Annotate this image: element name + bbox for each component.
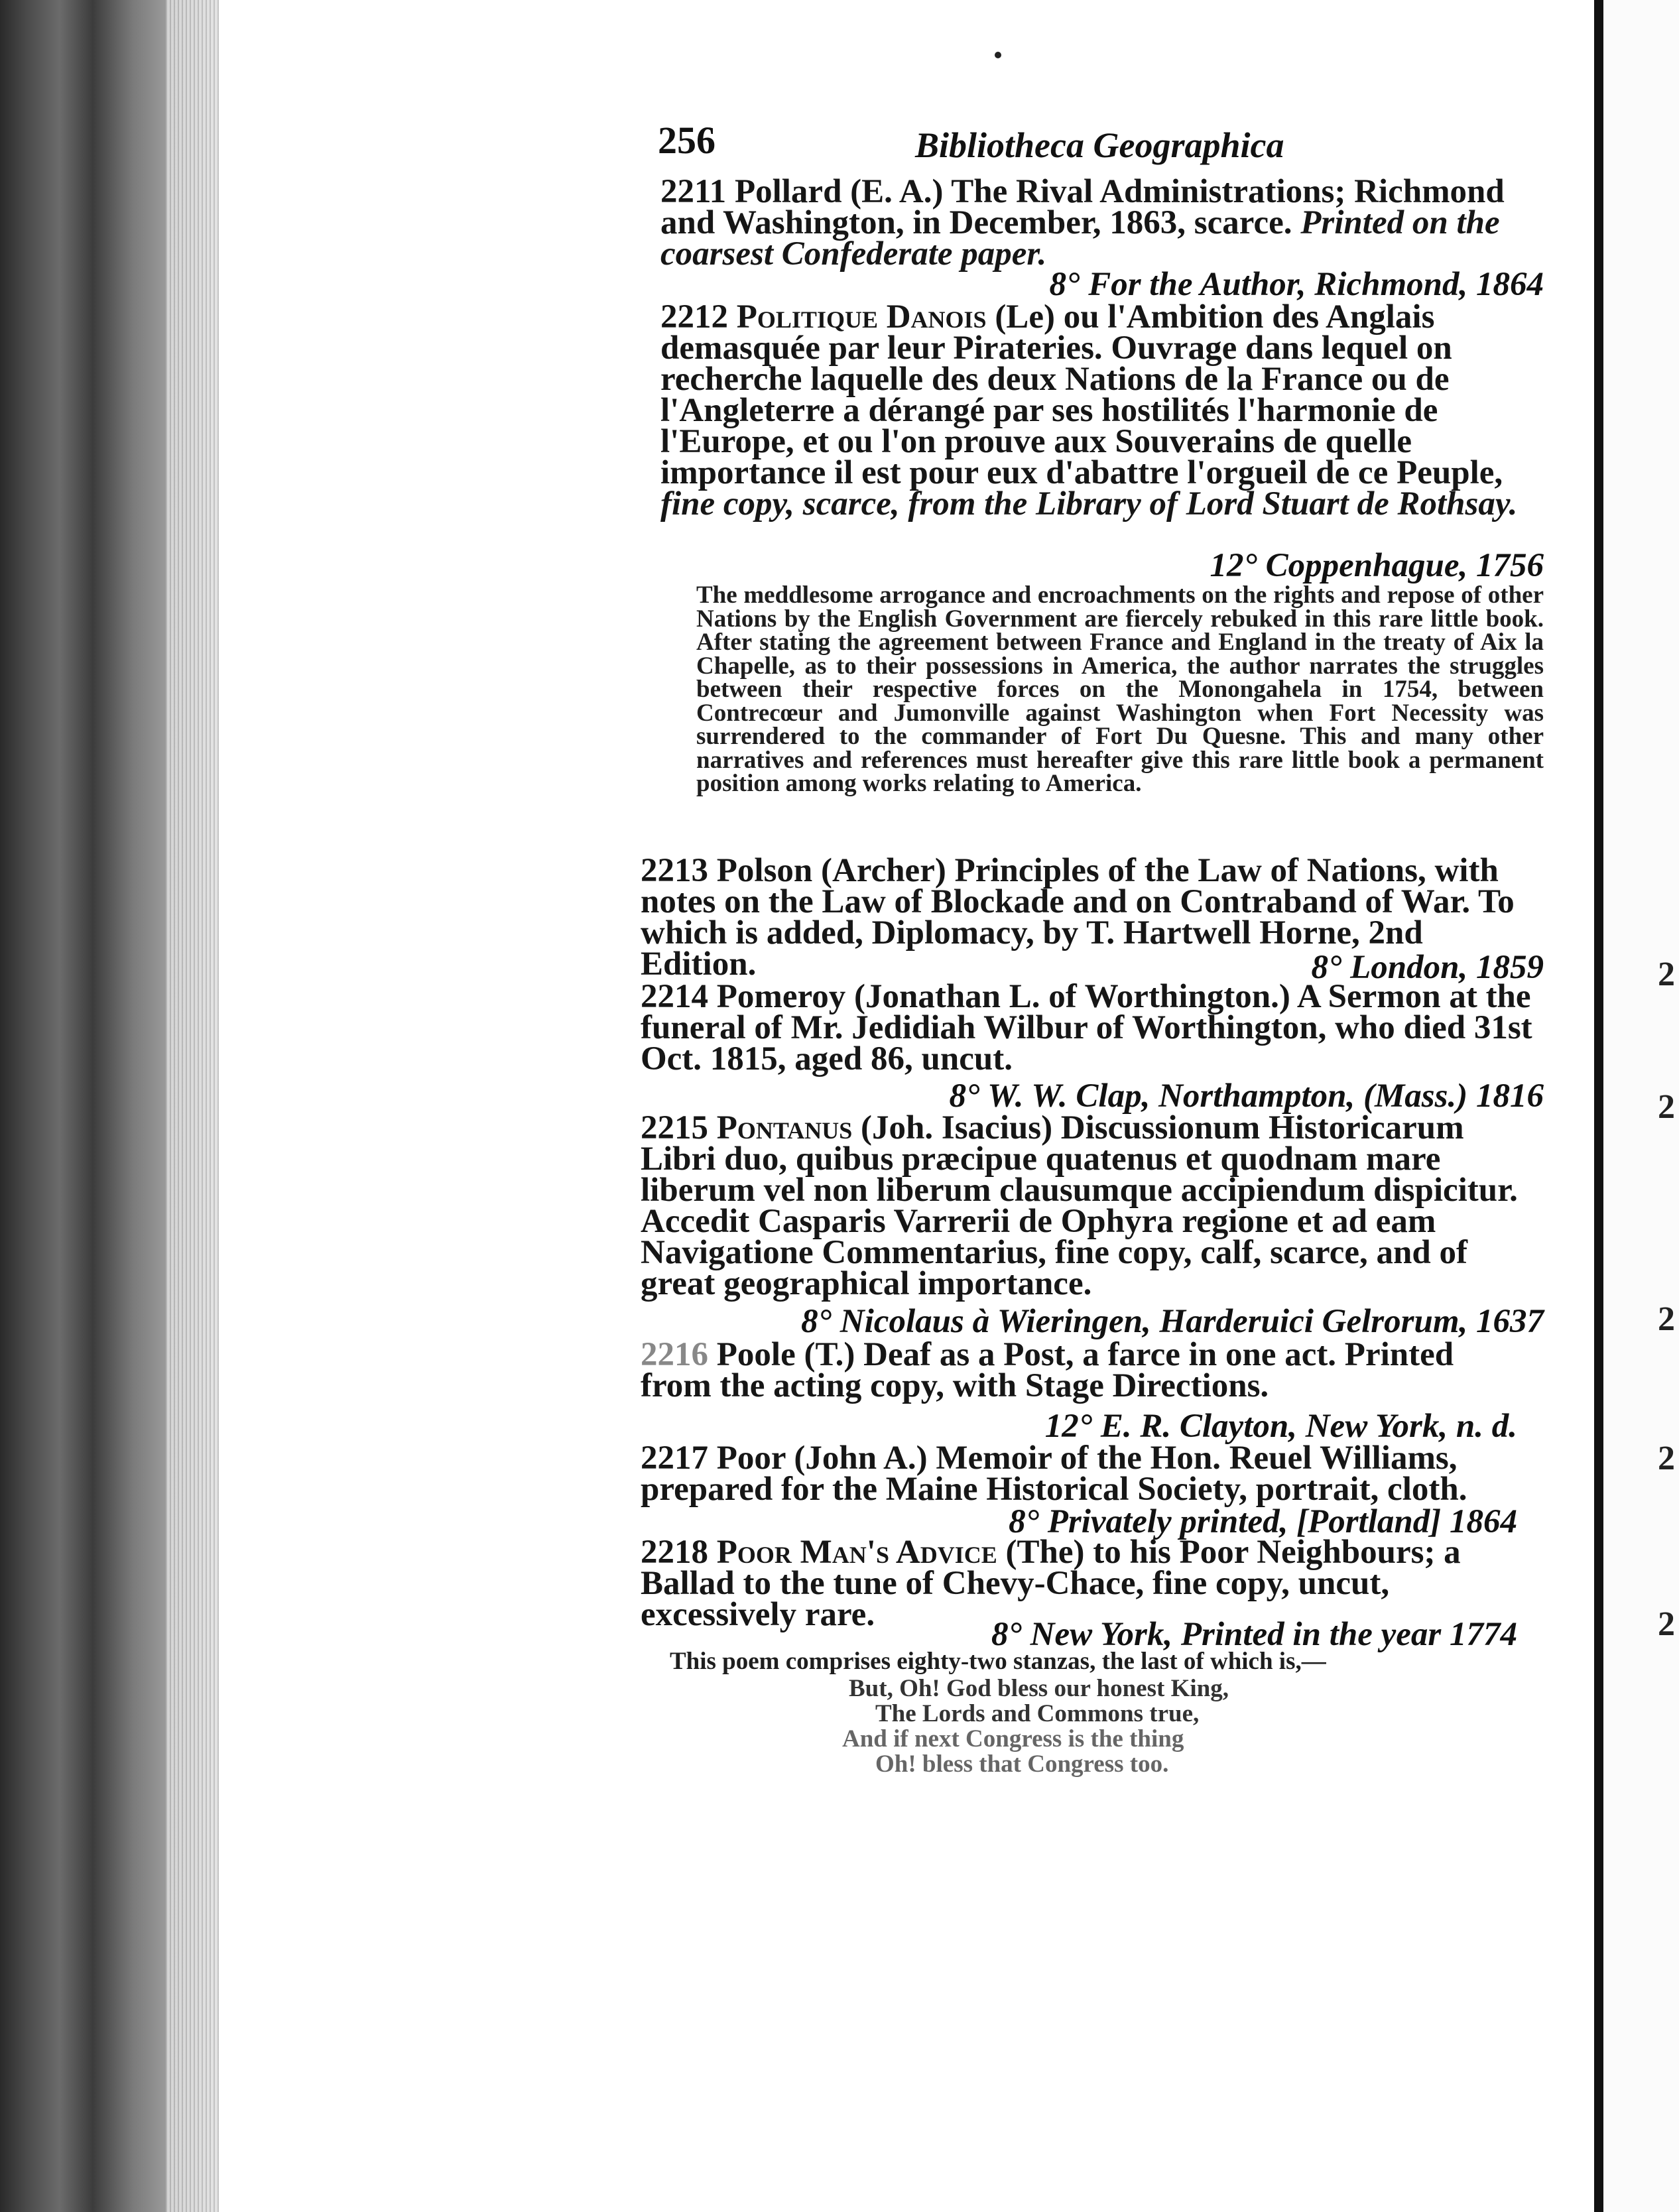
entry-imprint: 12° Coppenhague, 1756 (1210, 547, 1544, 584)
entry-note: The meddlesome arrogance and encroachments on the rights and repose of other Nations by the English Government are fiercely rebuked in this rare little book. After stating the agreement between France and England in the treaty of Aix la Chapelle, as to their possessions in America, the author narrates the struggles between their respective forces on the Monongahela in 1754, between Contrecœur and Jumonville against Washington when Fort Necessity was surrendered to the commander of Fort Du Quesne. This and many other narratives and references must hereafter give this rare little book a permanent position among works relating to America. (696, 582, 1544, 797)
running-title: Bibliotheca Geographica (915, 125, 1284, 165)
page-edges (166, 0, 219, 2212)
entry-remark: Printed on the coarsest Confederate paper. (660, 204, 1500, 273)
entry-number: 2211 (660, 173, 727, 210)
entry-imprint: 12° E. R. Clayton, New York, n. d. (1044, 1408, 1517, 1445)
catalogue-entry-2214 (641, 978, 1544, 1077)
catalogue-entry-2212 (660, 298, 1544, 522)
entry-note: This poem comprises eighty-two stanzas, the last of which is,— (670, 1648, 1326, 1675)
entry-description: (Joh. Isacius) Discussionum Historicarum Libri duo, quibus præcipue quatenus et quodnam mare liberum vel non liberum clausumque accipiendum dispicitur. Accedit Casparis Varrerii de Ophyra regione et ad eam Navigatione Commentarius, fine copy, calf, scarce, and of great geographical importance. (641, 1109, 1518, 1302)
catalogue-entry-2217 (641, 1440, 1517, 1508)
verse-line: The Lords and Commons true, (875, 1700, 1200, 1727)
entry-number: 2212 (660, 298, 728, 336)
entry-imprint: 8° Privately printed, [Portland] 1864 (1009, 1503, 1517, 1540)
entry-heading: Pontanus (716, 1109, 853, 1146)
entry-number: 2218 (641, 1534, 708, 1571)
entry-remark: fine copy, scarce, from the Library of Lord Stuart de Rothsay. (660, 485, 1518, 522)
facing-page-fragment: 2 (1658, 1440, 1675, 1477)
entry-number: 2217 (641, 1440, 708, 1477)
gutter-shadow (1594, 0, 1603, 2212)
entry-number: 2214 (641, 978, 708, 1015)
entry-description: Pollard (E. A.) The Rival Administrations; Richmond and Washington, in December, 1863, scarce. (660, 173, 1505, 241)
entry-number: 2213 (641, 852, 708, 889)
speck (995, 52, 1001, 58)
entry-number: 2215 (641, 1109, 708, 1146)
facing-page-fragment: 2 (1658, 1300, 1675, 1338)
facing-page-fragment: 2 (1658, 955, 1675, 993)
catalogue-entry-2215 (641, 1109, 1544, 1302)
entry-number: 2216 (641, 1336, 708, 1373)
catalogue-entry-2216 (641, 1336, 1517, 1404)
entry-description: Poole (T.) Deaf as a Post, a farce in one act. Printed from the acting copy, with Stage Directions. (641, 1336, 1454, 1404)
entry-heading: Poor Man's Advice (716, 1534, 997, 1571)
entry-imprint: 8° London, 1859 (1311, 949, 1544, 986)
entry-imprint: 8° Nicolaus à Wieringen, Harderuici Gelrorum, 1637 (801, 1303, 1544, 1340)
entry-description: Pomeroy (Jonathan L. of Worthington.) A Sermon at the funeral of Mr. Jedidiah Wilbur of Worthington, who died 31st Oct. 1815, aged 86, uncut. (641, 978, 1532, 1077)
entry-imprint: 8° W. W. Clap, Northampton, (Mass.) 1816 (949, 1077, 1544, 1115)
entry-heading: Politique Danois (736, 298, 987, 336)
catalogue-entry-2211 (660, 173, 1544, 273)
verse-line: Oh! bless that Congress too. (875, 1751, 1169, 1778)
entry-description: (Le) ou l'Ambition des Anglais demasquée par leur Pirateries. Ouvrage dans lequel on recherche laquelle des deux Nations de la France ou de l'Angleterre a dérangé par ses hostilités l'harmonie de l'Europe, et ou l'on prouve aux Souverains de quelle importance il est pour eux d'abattre l'orgueil de ce Peuple, (660, 298, 1503, 491)
entry-description: Polson (Archer) Principles of the Law of Nations, with notes on the Law of Blockade and on Contraband of War. To which is added, Diplomacy, by T. Hartwell Horne, 2nd Edition. (641, 852, 1515, 983)
page-number: 256 (658, 119, 715, 162)
facing-page-fragment: 2 (1658, 1605, 1675, 1643)
verse-line: And if next Congress is the thing (842, 1725, 1184, 1752)
entry-description: Poor (John A.) Memoir of the Hon. Reuel Williams, prepared for the Maine Historical Society, portrait, cloth. (641, 1440, 1467, 1508)
verse-line: But, Oh! God bless our honest King, (849, 1675, 1229, 1702)
entry-imprint: 8° New York, Printed in the year 1774 (991, 1616, 1517, 1653)
facing-page-fragment: 2 (1658, 1088, 1675, 1126)
entry-description: (The) to his Poor Neighbours; a Ballad to the tune of Chevy-Chace, fine copy, uncut, excessively rare. (641, 1534, 1461, 1633)
entry-imprint: 8° For the Author, Richmond, 1864 (1049, 266, 1544, 303)
